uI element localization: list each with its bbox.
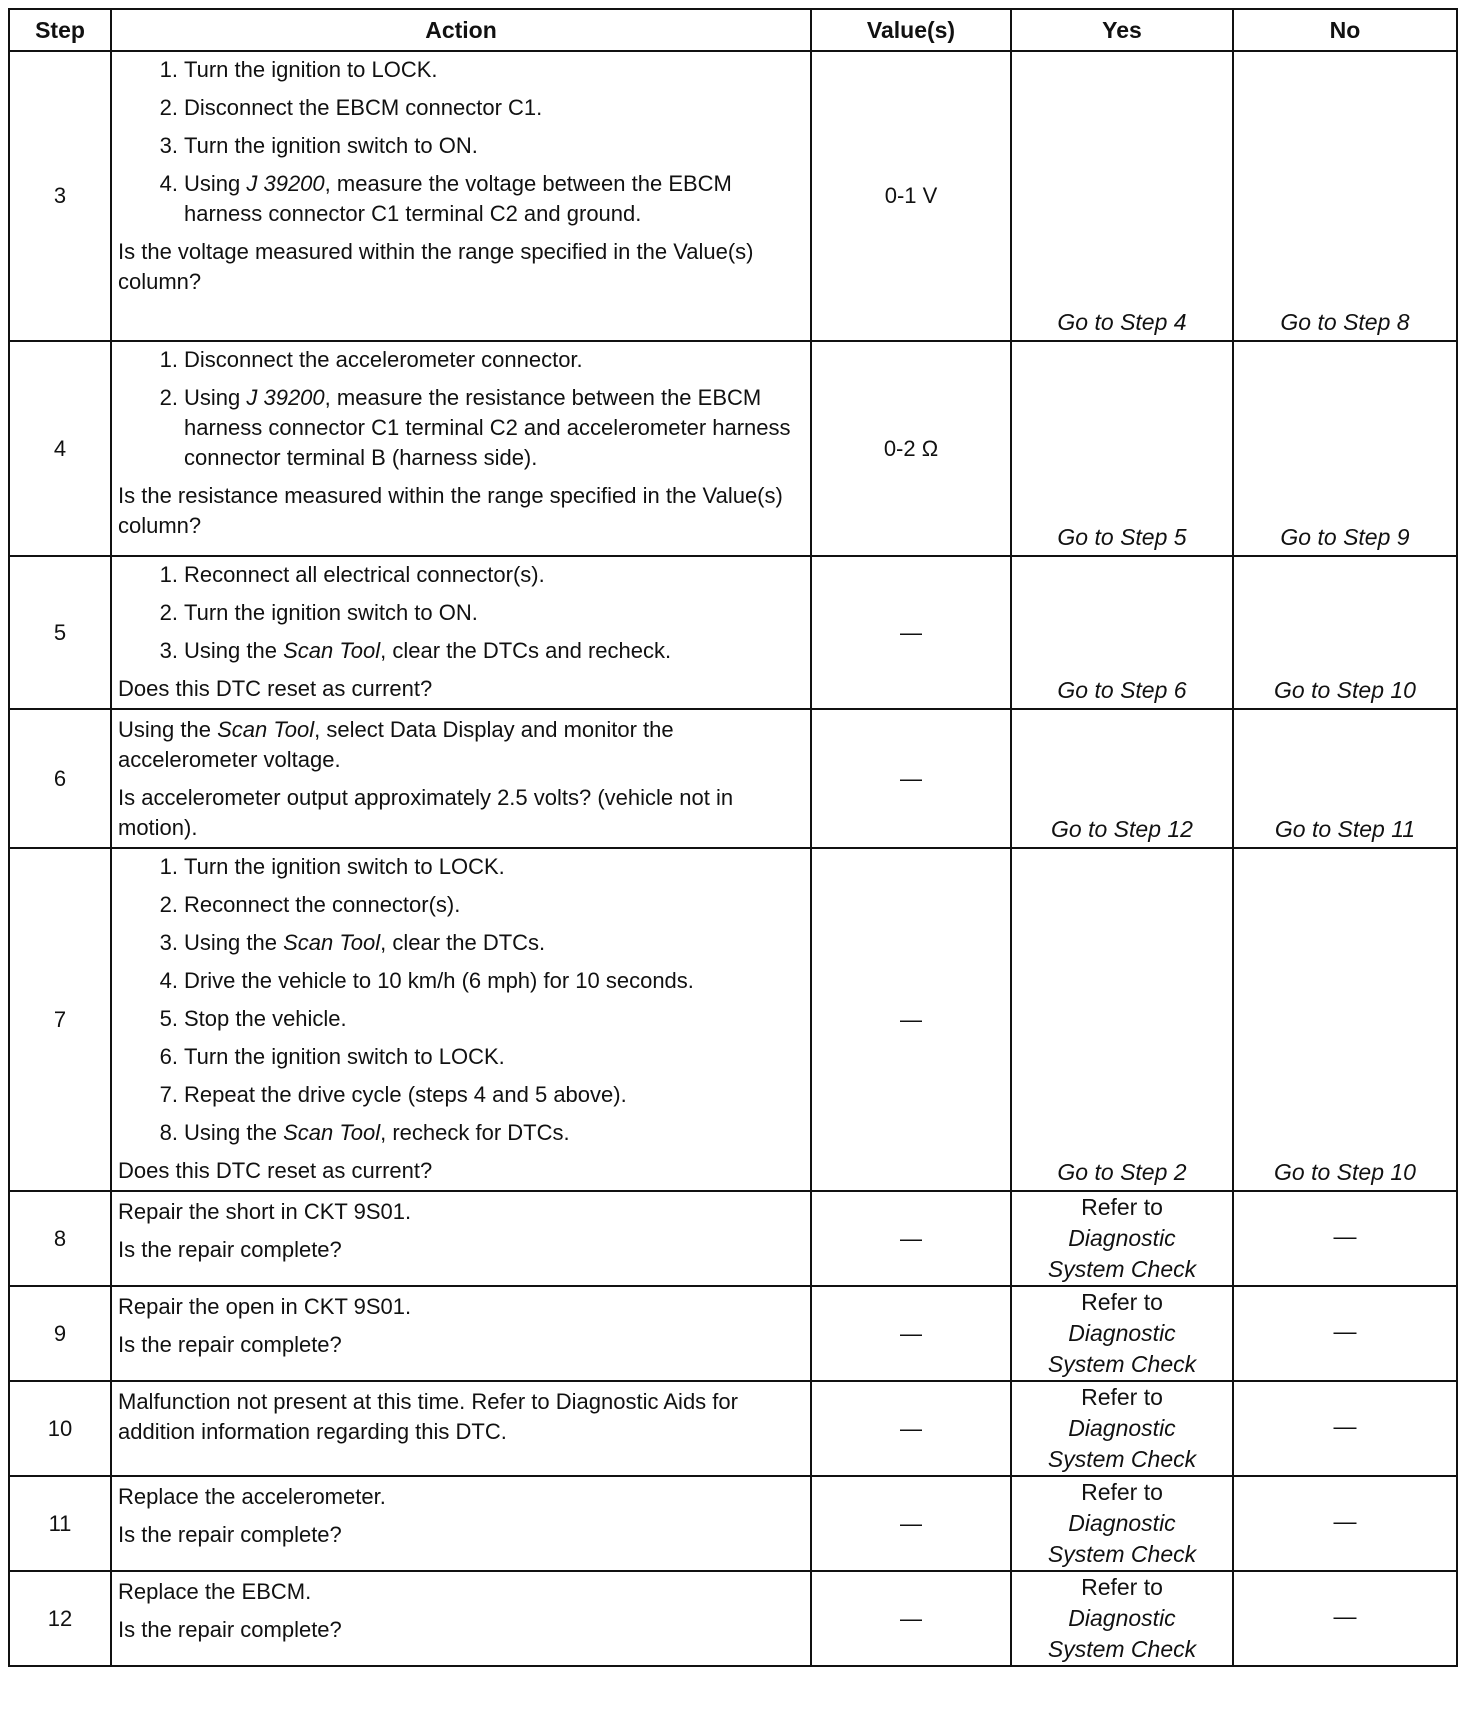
- table-row: [9, 556, 1457, 709]
- yes-refer-line: Diagnostic: [1068, 1510, 1176, 1536]
- yes-goto-cell: Go to Step 5: [1011, 341, 1233, 556]
- yes-refer-line: Refer to: [1081, 1194, 1163, 1220]
- action-step-number: 4.: [159, 968, 178, 993]
- value-cell: —: [811, 1381, 1011, 1476]
- action-step-text: Disconnect the accelerometer connector.: [184, 347, 583, 372]
- action-step-item: [118, 1080, 804, 1110]
- table-row: [9, 1476, 1457, 1571]
- header-yes: Yes: [1011, 9, 1233, 51]
- action-step-text: Disconnect the EBCM connector C1.: [184, 95, 543, 120]
- yes-refer-line: System Check: [1047, 1541, 1197, 1567]
- action-question: Is the voltage measured within the range specified in the Value(s) column?: [118, 239, 754, 294]
- action-question: Is accelerometer output approximately 2.5 volts? (vehicle not in motion).: [118, 785, 734, 840]
- yes-refer-cell: [1011, 1191, 1233, 1286]
- action-step-text: Drive the vehicle to 10 km/h (6 mph) for 10 seconds.: [184, 968, 694, 993]
- action-step-text: Reconnect all electrical connector(s).: [184, 562, 545, 587]
- diagnostic-table: [8, 8, 1458, 1667]
- no-cell: Go to Step 10: [1233, 556, 1457, 709]
- action-text: Using the Scan Tool, select Data Display and monitor the accelerometer voltage.: [118, 717, 674, 772]
- table-row: [9, 341, 1457, 556]
- step-number: 5: [9, 556, 111, 709]
- action-step-item: [118, 560, 804, 590]
- table-row: [9, 1571, 1457, 1666]
- action-steps-list: [118, 560, 804, 666]
- action-step-number: 7.: [159, 1082, 178, 1107]
- action-step-text: Turn the ignition to LOCK.: [184, 57, 438, 82]
- action-question: Does this DTC reset as current?: [118, 1158, 433, 1183]
- no-cell: Go to Step 11: [1233, 709, 1457, 848]
- step-number: 10: [9, 1381, 111, 1476]
- step-number: 4: [9, 341, 111, 556]
- action-step-text: Stop the vehicle.: [184, 1006, 347, 1031]
- action-question: Is the resistance measured within the range specified in the Value(s) column?: [118, 483, 783, 538]
- no-cell: —: [1233, 1191, 1457, 1286]
- action-step-item: [118, 928, 804, 958]
- action-step-item: [118, 598, 804, 628]
- action-steps-list: [118, 852, 804, 1148]
- yes-goto-cell: Go to Step 2: [1011, 848, 1233, 1191]
- action-step-number: 5.: [159, 1006, 178, 1031]
- action-step-item: [118, 169, 804, 229]
- action-step-item: [118, 890, 804, 920]
- value-cell: —: [811, 848, 1011, 1191]
- action-step-number: 6.: [159, 1044, 178, 1069]
- action-question: Does this DTC reset as current?: [118, 676, 433, 701]
- action-question: Is the repair complete?: [118, 1237, 342, 1262]
- action-text: Repair the open in CKT 9S01.: [118, 1294, 412, 1319]
- action-text: Malfunction not present at this time. Refer to Diagnostic Aids for addition information regarding this DTC.: [118, 1389, 738, 1444]
- action-step-item: [118, 55, 804, 85]
- action-step-number: 2.: [159, 600, 178, 625]
- yes-goto-cell: Go to Step 6: [1011, 556, 1233, 709]
- action-step-item: [118, 966, 804, 996]
- action-cell: [111, 556, 811, 709]
- value-cell: 0-2 Ω: [811, 341, 1011, 556]
- action-step-item: [118, 1042, 804, 1072]
- action-step-number: 3.: [159, 930, 178, 955]
- yes-goto-cell: Go to Step 4: [1011, 51, 1233, 341]
- value-cell: 0-1 V: [811, 51, 1011, 341]
- action-step-item: [118, 383, 804, 473]
- yes-refer-line: System Check: [1047, 1351, 1197, 1377]
- no-cell: Go to Step 10: [1233, 848, 1457, 1191]
- yes-refer-cell: [1011, 1286, 1233, 1381]
- action-step-text: Turn the ignition switch to LOCK.: [184, 854, 505, 879]
- no-cell: Go to Step 9: [1233, 341, 1457, 556]
- action-text: Replace the EBCM.: [118, 1579, 312, 1604]
- header-no: No: [1233, 9, 1457, 51]
- yes-refer-line: System Check: [1047, 1256, 1197, 1282]
- action-text: Repair the short in CKT 9S01.: [118, 1199, 412, 1224]
- action-question: Is the repair complete?: [118, 1617, 342, 1642]
- no-cell: Go to Step 8: [1233, 51, 1457, 341]
- value-cell: —: [811, 1191, 1011, 1286]
- yes-refer-line: Diagnostic: [1068, 1415, 1176, 1441]
- action-step-text: Using J 39200, measure the voltage between the EBCM harness connector C1 terminal C2 and ground.: [184, 171, 732, 226]
- step-number: 7: [9, 848, 111, 1191]
- step-number: 12: [9, 1571, 111, 1666]
- yes-refer-line: System Check: [1047, 1446, 1197, 1472]
- table-row: [9, 51, 1457, 341]
- action-step-number: 2.: [159, 385, 178, 410]
- yes-refer-line: Diagnostic: [1068, 1320, 1176, 1346]
- action-cell: [111, 1286, 811, 1381]
- no-cell: —: [1233, 1571, 1457, 1666]
- header-values: Value(s): [811, 9, 1011, 51]
- action-cell: [111, 1381, 811, 1476]
- action-step-number: 1.: [159, 57, 178, 82]
- action-cell: [111, 848, 811, 1191]
- action-step-number: 2.: [159, 95, 178, 120]
- step-number: 9: [9, 1286, 111, 1381]
- value-cell: —: [811, 1571, 1011, 1666]
- action-cell: [111, 709, 811, 848]
- action-step-number: 4.: [159, 171, 178, 196]
- value-cell: —: [811, 556, 1011, 709]
- action-steps-list: [118, 55, 804, 229]
- action-step-text: Turn the ignition switch to ON.: [184, 600, 478, 625]
- value-cell: —: [811, 1286, 1011, 1381]
- yes-refer-line: Diagnostic: [1068, 1605, 1176, 1631]
- table-row: [9, 1191, 1457, 1286]
- action-cell: [111, 51, 811, 341]
- action-step-item: [118, 345, 804, 375]
- yes-refer-line: Diagnostic: [1068, 1225, 1176, 1251]
- action-step-number: 8.: [159, 1120, 178, 1145]
- action-step-item: [118, 93, 804, 123]
- action-cell: [111, 341, 811, 556]
- yes-refer-cell: [1011, 1476, 1233, 1571]
- value-cell: —: [811, 709, 1011, 848]
- action-step-item: [118, 636, 804, 666]
- header-step: Step: [9, 9, 111, 51]
- yes-refer-line: Refer to: [1081, 1574, 1163, 1600]
- action-steps-list: [118, 345, 804, 473]
- step-number: 8: [9, 1191, 111, 1286]
- action-step-number: 3.: [159, 638, 178, 663]
- yes-refer-cell: [1011, 1381, 1233, 1476]
- action-step-item: [118, 131, 804, 161]
- header-action: Action: [111, 9, 811, 51]
- action-step-text: Turn the ignition switch to ON.: [184, 133, 478, 158]
- no-cell: —: [1233, 1381, 1457, 1476]
- table-row: [9, 1286, 1457, 1381]
- yes-refer-line: Refer to: [1081, 1289, 1163, 1315]
- action-question: Is the repair complete?: [118, 1522, 342, 1547]
- action-cell: [111, 1476, 811, 1571]
- action-step-text: Reconnect the connector(s).: [184, 892, 461, 917]
- action-step-number: 1.: [159, 347, 178, 372]
- step-number: 3: [9, 51, 111, 341]
- action-text: Replace the accelerometer.: [118, 1484, 386, 1509]
- action-step-text: Using the Scan Tool, recheck for DTCs.: [184, 1120, 570, 1145]
- yes-refer-line: Refer to: [1081, 1479, 1163, 1505]
- action-step-item: [118, 852, 804, 882]
- table-header-row: [9, 9, 1457, 51]
- action-step-item: [118, 1004, 804, 1034]
- action-step-text: Using the Scan Tool, clear the DTCs.: [184, 930, 546, 955]
- no-cell: —: [1233, 1476, 1457, 1571]
- table-row: [9, 848, 1457, 1191]
- action-step-text: Using J 39200, measure the resistance between the EBCM harness connector C1 terminal C2 and accelerometer harness connector terminal B (harness side).: [184, 385, 791, 470]
- value-cell: —: [811, 1476, 1011, 1571]
- action-step-number: 2.: [159, 892, 178, 917]
- action-cell: [111, 1571, 811, 1666]
- action-cell: [111, 1191, 811, 1286]
- table-row: [9, 709, 1457, 848]
- action-step-number: 1.: [159, 854, 178, 879]
- action-question: Is the repair complete?: [118, 1332, 342, 1357]
- action-step-text: Using the Scan Tool, clear the DTCs and recheck.: [184, 638, 672, 663]
- yes-refer-line: System Check: [1047, 1636, 1197, 1662]
- no-cell: —: [1233, 1286, 1457, 1381]
- action-step-number: 1.: [159, 562, 178, 587]
- table-row: [9, 1381, 1457, 1476]
- yes-refer-line: Refer to: [1081, 1384, 1163, 1410]
- yes-goto-cell: Go to Step 12: [1011, 709, 1233, 848]
- step-number: 6: [9, 709, 111, 848]
- action-step-text: Repeat the drive cycle (steps 4 and 5 above).: [184, 1082, 627, 1107]
- action-step-item: [118, 1118, 804, 1148]
- action-step-number: 3.: [159, 133, 178, 158]
- step-number: 11: [9, 1476, 111, 1571]
- action-step-text: Turn the ignition switch to LOCK.: [184, 1044, 505, 1069]
- yes-refer-cell: [1011, 1571, 1233, 1666]
